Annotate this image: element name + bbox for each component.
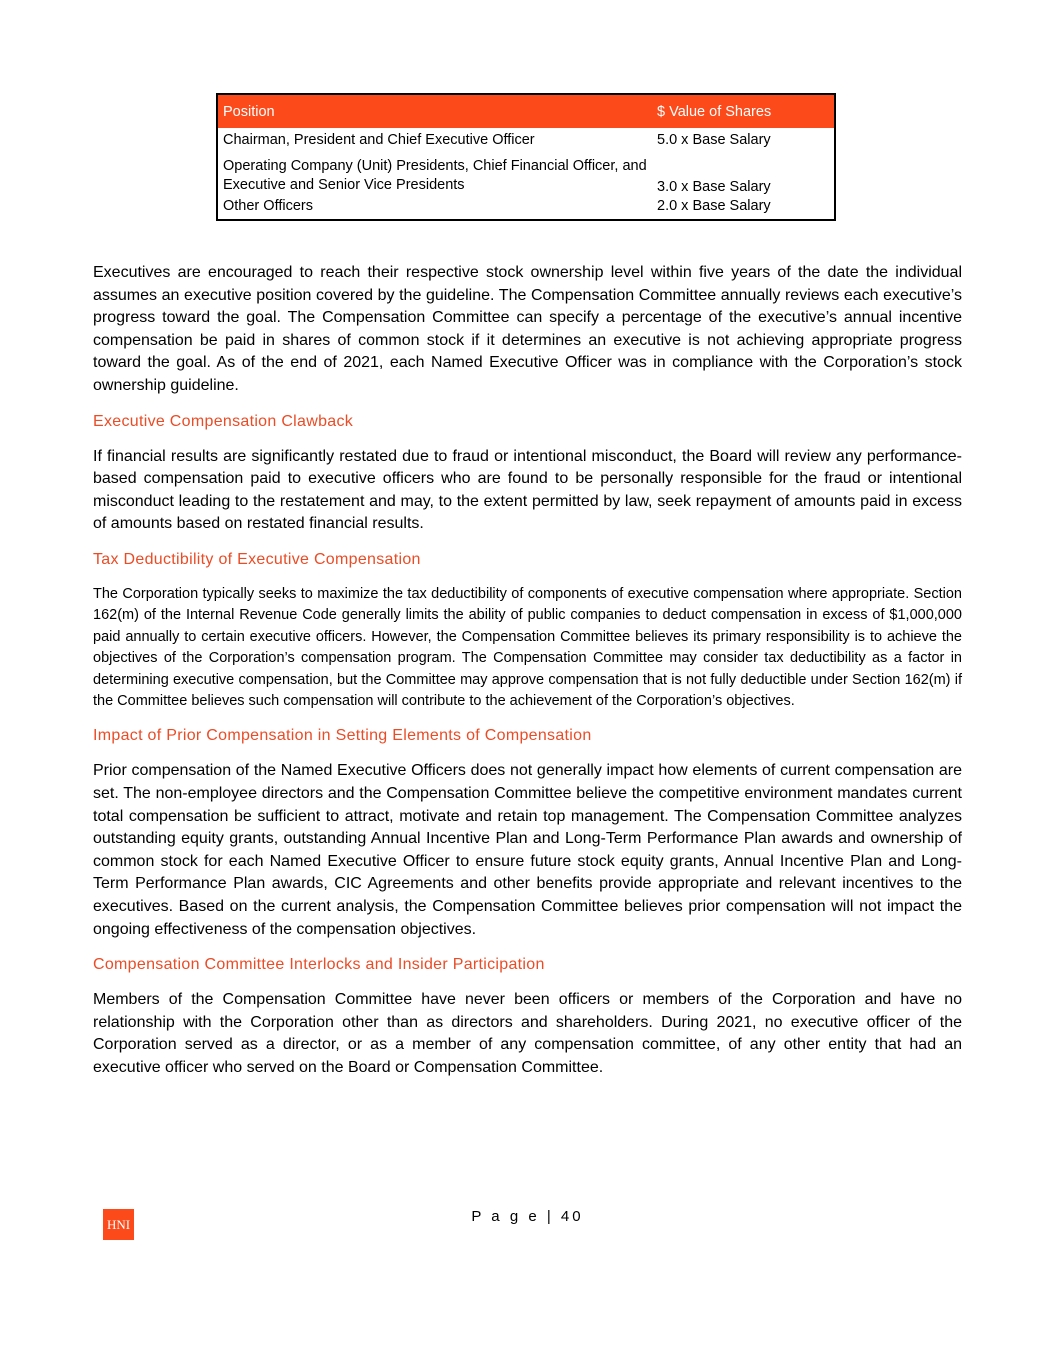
hni-logo: HNI	[103, 1209, 134, 1240]
heading-tax-deductibility: Tax Deductibility of Executive Compensation	[93, 550, 421, 568]
paragraph-tax-deductibility: The Corporation typically seeks to maximize the tax deductibility of components of executive compensation where appropriate. Section 162(m) of the Internal Revenue Code generally limits the ability of public companies to deduct compensation in excess of $1,000,000 paid annually to certain executive officers. However, the Compensation Committee believes its primary responsibility is to achieve the objectives of the Corporation’s compensation program. The Compensation Committee may consider tax deductibility as a factor in determining executive compensation, but the Committee may approve compensation that is not fully deductible under Section 162(m) if the Committee believes such compensation will contribute to the achievement of the Corporation’s objectives.	[93, 585, 962, 709]
paragraph-stock-ownership: Executives are encouraged to reach their respective stock ownership level within five years of the date the individual assumes an executive position covered by the guideline. The Compensation Committee annually reviews each executive’s progress toward the goal. The Compensation Committee can specify a percentage of the executive’s annual incentive compensation be paid in shares of common stock if it determines an executive is not achieving appropriate progress toward the goal. As of the end of 2021, each Named Executive Officer was in compliance with the Corporation’s stock ownership guideline.	[93, 264, 962, 394]
stock-ownership-table	[216, 93, 836, 221]
table-header-row	[217, 94, 835, 128]
table-cell-value: 5.0 x Base Salary	[657, 132, 771, 148]
table-cell-value: 2.0 x Base Salary	[657, 198, 771, 214]
table-cell-position: Chairman, President and Chief Executive Officer	[223, 132, 535, 148]
table-cell-value: 3.0 x Base Salary	[657, 179, 771, 195]
paragraph-interlocks: Members of the Compensation Committee have never been officers or members of the Corporation and have no relationship with the Corporation other than as directors and shareholders. During 2021, no executive officer of the Corporation served as a director, or as a member of any compensation committee, of any other entity that had an executive officer who served on the Board or Compensation Committee.	[93, 991, 962, 1076]
document-body	[93, 262, 962, 1094]
heading-interlocks: Compensation Committee Interlocks and Insider Participation	[93, 956, 545, 974]
page-number: P a g e | 40	[471, 1208, 584, 1225]
table-row	[217, 197, 835, 220]
table-row	[217, 128, 835, 157]
heading-clawback: Executive Compensation Clawback	[93, 412, 354, 430]
table-cell-position: Operating Company (Unit) Presidents, Chief Financial Officer, and Executive and Senior Vice Presidents	[223, 158, 647, 193]
table-row	[217, 157, 835, 197]
column-header-value: $ Value of Shares	[652, 94, 835, 128]
column-header-position: Position	[217, 94, 652, 128]
paragraph-prior-compensation: Prior compensation of the Named Executive Officers does not generally impact how elements of current compensation are set. The non-employee directors and the Compensation Committee believe the competitive environment mandates current total compensation be sufficient to attract, motivate and retain top management. The Compensation Committee analyzes outstanding equity grants, outstanding Annual Incentive Plan and Long-Term Performance Plan awards and ownership of common stock for each Named Executive Officer to ensure future stock equity grants, Annual Incentive Plan and Long-Term Performance Plan awards, CIC Agreements and other benefits provide appropriate and relevant incentives to the executives. Based on the current analysis, the Compensation Committee believes prior compensation will not impact the ongoing effectiveness of the compensation objectives.	[93, 762, 962, 938]
paragraph-clawback: If financial results are significantly restated due to fraud or intentional misconduct, the Board will review any performance-based compensation paid to executive officers who are found to be personally responsible for the fraud or intentional misconduct leading to the restatement and may, to the extent permitted by law, seek repayment of amounts paid in excess of amounts based on restated financial results.	[93, 447, 962, 533]
heading-prior-compensation: Impact of Prior Compensation in Setting Elements of Compensation	[93, 727, 592, 745]
table-cell-position: Other Officers	[223, 198, 313, 214]
